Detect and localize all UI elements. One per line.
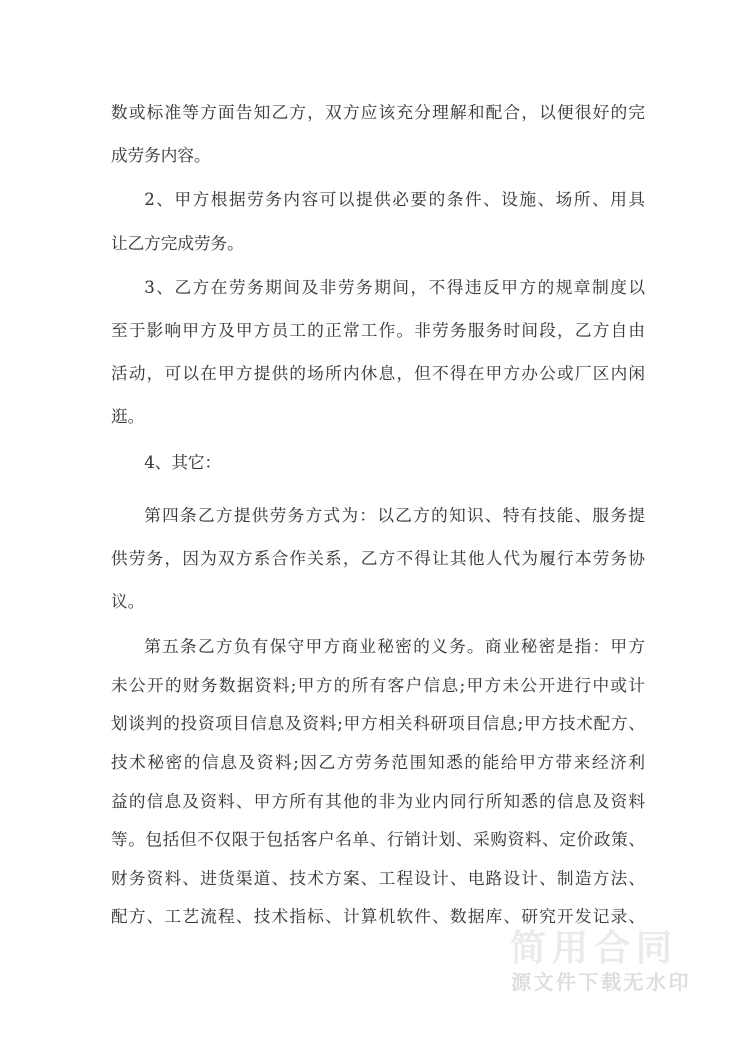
text-line: 逛。 — [111, 407, 145, 427]
text-line: 4、其它： — [144, 452, 222, 472]
paragraph — [111, 494, 645, 624]
text-line: 3、乙方在劳务期间及非劳务期间，不得违反甲方的规章制度以 — [144, 277, 645, 297]
text-line: 第五条乙方负有保守甲方商业秘密的义务。商业秘密是指：甲方 — [144, 637, 645, 657]
text-line: 让乙方完成劳务。 — [111, 233, 244, 253]
text-line: 成劳务内容。 — [111, 146, 211, 166]
text-line: 未公开的财务数据资料;甲方的所有客户信息;甲方未公开进行中或计 — [111, 675, 645, 695]
watermark-title: 简用合同 — [510, 928, 679, 969]
text-line: 数或标准等方面告知乙方，双方应该充分理解和配合，以便很好的完 — [111, 103, 645, 122]
text-line: 活动，可以在甲方提供的场所内休息，但不得在甲方办公或厂区内闲 — [111, 364, 645, 384]
text-line: 财务资料、进货渠道、技术方案、工程设计、电路设计、制造方法、 — [111, 868, 645, 888]
text-line: 益的信息及资料、甲方所有其他的非为业内同行所知悉的信息及资料 — [111, 791, 645, 811]
paragraph — [111, 178, 645, 264]
watermark-subtitle: 源文件下载无水印 — [511, 970, 691, 994]
text-line: 技术秘密的信息及资料;因乙方劳务范围知悉的能给甲方带来经济利 — [111, 753, 645, 773]
text-line: 等。包括但不仅限于包括客户名单、行销计划、采购资料、定价政策、 — [111, 830, 645, 850]
text-line: 配方、工艺流程、技术指标、计算机软件、数据库、研究开发记录、 — [111, 907, 645, 927]
text-line: 供劳务，因为双方系合作关系，乙方不得让其他人代为履行本劳务协 — [111, 548, 645, 568]
paragraph — [111, 266, 645, 439]
text-line: 至于影响甲方及甲方员工的正常工作。非劳务服务时间段，乙方自由 — [111, 320, 645, 340]
paragraph — [111, 441, 645, 484]
paragraph — [111, 628, 645, 937]
text-line: 议。 — [111, 592, 145, 612]
contract-body — [111, 91, 645, 937]
text-line: 第四条乙方提供劳务方式为：以乙方的知识、特有技能、服务提 — [144, 505, 645, 525]
text-line: 划谈判的投资项目信息及资料;甲方相关科研项目信息;甲方技术配方、 — [111, 714, 645, 734]
paragraph — [111, 91, 645, 177]
text-line: 2、甲方根据劳务内容可以提供必要的条件、设施、场所、用具 — [144, 190, 645, 210]
